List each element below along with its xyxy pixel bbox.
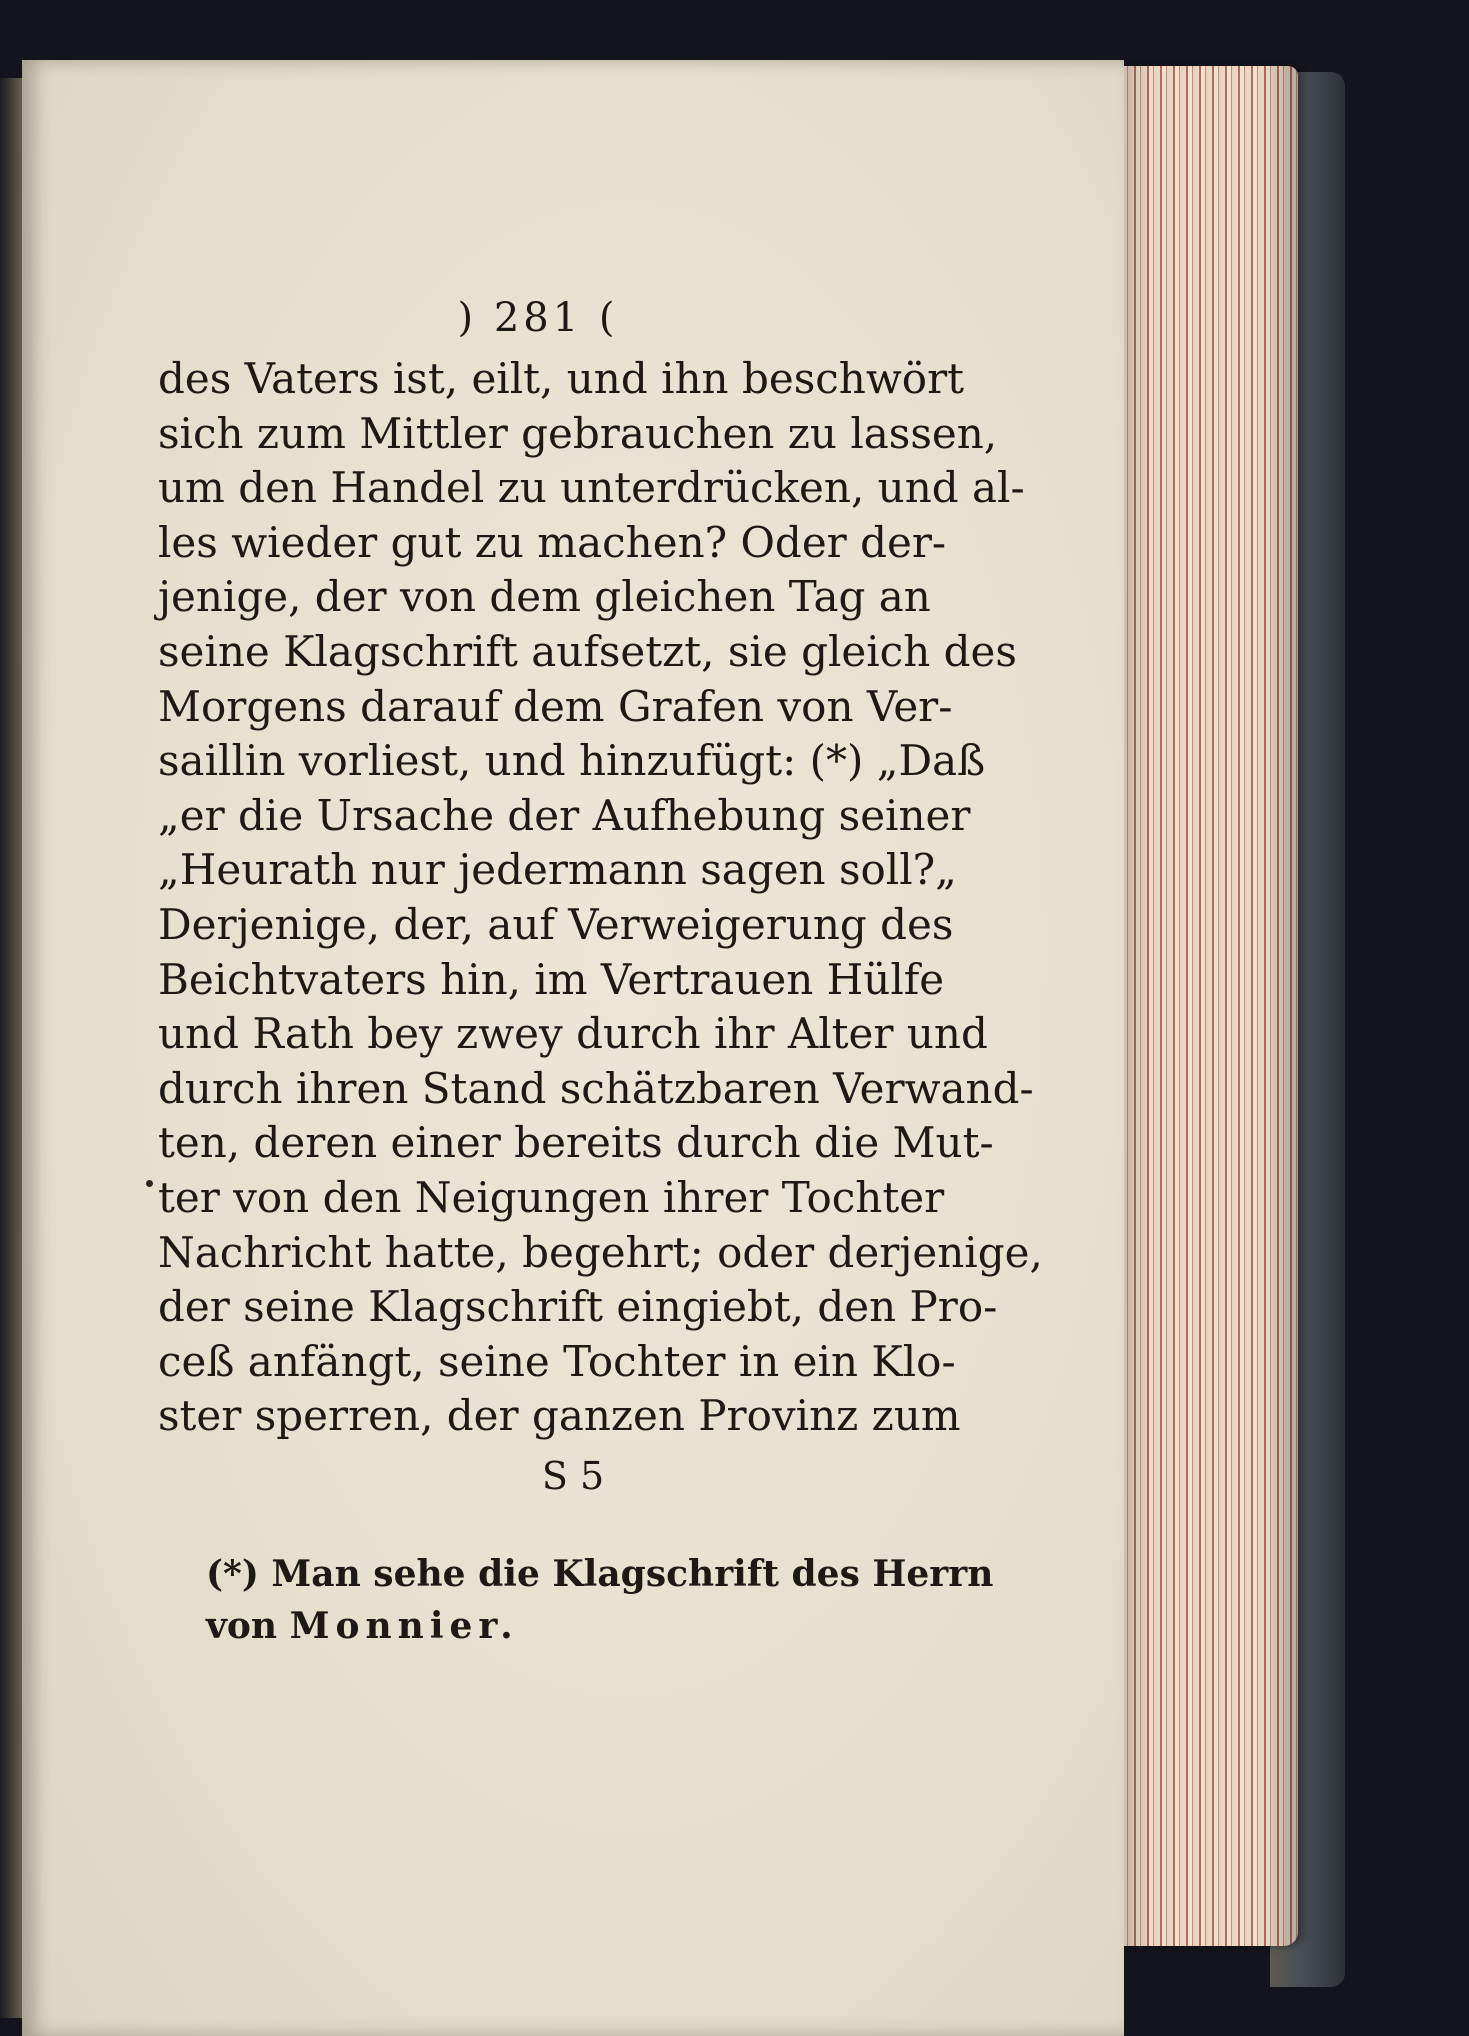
- text-line: und Rath bey zwey durch ihr Alter und: [158, 1009, 988, 1059]
- footnote-line: (*) Man sehe die Klagschrift des Herrn: [206, 1552, 994, 1595]
- footnote-line: [206, 1600, 878, 1652]
- footnote-name: Monnier.: [289, 1604, 519, 1647]
- footnote: [158, 1548, 994, 1652]
- text-line: ten, deren einer bereits durch die Mut-: [158, 1118, 994, 1168]
- text-line: Derjenige, der, auf Verweigerung des: [158, 899, 954, 949]
- signature-mark: S 5: [541, 1453, 605, 1498]
- footnote-prefix: von: [206, 1604, 290, 1647]
- text-line: „Heurath nur jedermann sagen soll?„: [158, 845, 957, 895]
- text-line: Beichtvaters hin, im Vertrauen Hülfe: [158, 954, 945, 1004]
- text-line: um den Handel zu unterdrücken, und al-: [158, 463, 1025, 513]
- text-line: ceß anfängt, seine Tochter in ein Klo-: [158, 1336, 956, 1386]
- text-line: ter von den Neigungen ihrer Tochter: [158, 1172, 945, 1222]
- page-edges-shadow: [1118, 66, 1298, 1946]
- text-line: der seine Klagschrift eingiebt, den Pro-: [158, 1282, 998, 1332]
- text-line: Morgens darauf dem Grafen von Ver-: [158, 681, 953, 731]
- previous-page-edge: [0, 78, 24, 2018]
- page-number: ) 281 (: [457, 295, 619, 341]
- text-line: durch ihren Stand schätzbaren Verwand-: [158, 1063, 1034, 1113]
- ink-speck: [146, 1180, 153, 1187]
- text-line: des Vaters ist, eilt, und ihn beschwört: [158, 354, 965, 403]
- page-text: [158, 290, 1043, 1652]
- text-line: ster sperren, der ganzen Provinz zum: [158, 1391, 961, 1441]
- text-line: Nachricht hatte, begehrt; oder derjenige,: [158, 1227, 1043, 1277]
- text-line: les wieder gut zu machen? Oder der-: [158, 517, 947, 567]
- text-line: jenige, der von dem gleichen Tag an: [158, 572, 931, 622]
- text-line: „er die Ursache der Aufhebung seiner: [158, 790, 971, 840]
- text-line: seine Klagschrift aufsetzt, sie gleich des: [158, 626, 1017, 676]
- text-line: sich zum Mittler gebrauchen zu lassen,: [158, 408, 998, 458]
- text-line: saillin vorliest, und hinzufügt: (*) „Daß: [158, 736, 986, 786]
